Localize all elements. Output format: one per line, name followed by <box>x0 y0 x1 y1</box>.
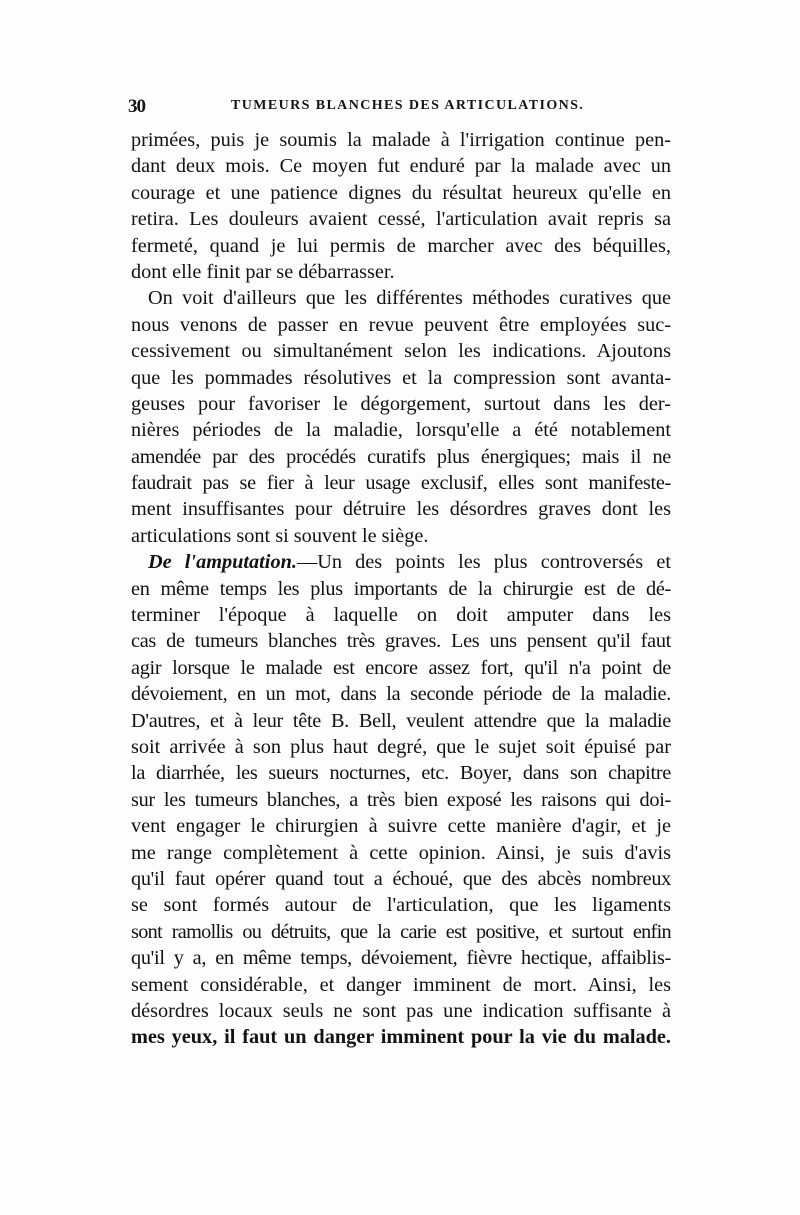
text-line: nous venons de passer en revue peuvent être employées suc- <box>131 313 671 336</box>
section-heading-line <box>131 549 671 575</box>
text-line: me range complètement à cette opinion. Ainsi, je suis d'avis <box>131 841 671 864</box>
text-line: agir lorsque le malade est encore assez fort, qu'il n'a point de <box>131 656 671 679</box>
text-line: amendée par des procédés curatifs plus énergiques; mais il ne <box>131 445 671 468</box>
text-line: retira. Les douleurs avaient cessé, l'articulation avait repris sa <box>131 208 671 231</box>
text-line: qu'il y a, en même temps, dévoiement, fièvre hectique, affaiblis- <box>131 947 671 970</box>
text-line: sement considérable, et danger imminent de mort. Ainsi, les <box>131 973 671 996</box>
text-line: articulations sont si souvent le siège. <box>131 524 429 547</box>
text-line: mes yeux, il faut un danger imminent pour la vie du malade. <box>131 1026 671 1049</box>
body-text <box>131 127 671 1051</box>
running-title: TUMEURS BLANCHES DES ARTICULATIONS. <box>231 98 585 113</box>
page-header <box>128 94 670 122</box>
text-line: On voit d'ailleurs que les différentes méthodes curatives que <box>148 287 671 310</box>
section-heading: De l'amputation. <box>148 551 297 574</box>
text-line: qu'il faut opérer quand tout a échoué, que des abcès nombreux <box>131 867 671 890</box>
text-line: en même temps les plus importants de la chirurgie est de dé- <box>131 577 671 600</box>
text-line: D'autres, et à leur tête B. Bell, veulent attendre que la maladie <box>131 709 671 732</box>
text-line: cessivement ou simultanément selon les indications. Ajoutons <box>131 340 671 363</box>
text-line: désordres locaux seuls ne sont pas une indication suffisante à <box>131 999 671 1022</box>
text-line: dévoiement, en un mot, dans la seconde période de la maladie. <box>131 683 671 706</box>
page-number: 30 <box>128 96 145 117</box>
text-line: se sont formés autour de l'articulation, que les ligaments <box>131 894 671 917</box>
text-line: sur les tumeurs blanches, a très bien exposé les raisons qui doi- <box>131 788 671 811</box>
text-line: que les pommades résolutives et la compression sont avanta- <box>131 366 671 389</box>
text-line: courage et une patience dignes du résultat heureux qu'elle en <box>131 181 671 204</box>
text-line: sont ramollis ou détruits, que la carie est positive, et surtout enfin <box>131 920 671 943</box>
text-line: fermeté, quand je lui permis de marcher avec des béquilles, <box>131 234 671 257</box>
text-line: faudrait pas se fier à leur usage exclusif, elles sont manifeste- <box>131 472 671 495</box>
text-line: ment insuffisantes pour détruire les désordres graves dont les <box>131 498 671 521</box>
text-line: cas de tumeurs blanches très graves. Les uns pensent qu'il faut <box>131 630 671 653</box>
text-line-rest: —Un des points les plus controversés et <box>296 551 671 574</box>
text-line: la diarrhée, les sueurs nocturnes, etc. Boyer, dans son chapitre <box>131 762 671 785</box>
text-line: dant deux mois. Ce moyen fut enduré par la malade avec un <box>131 155 671 178</box>
text-line: nières périodes de la maladie, lorsqu'elle a été notablement <box>131 419 671 442</box>
text-line: terminer l'époque à laquelle on doit amputer dans les <box>131 604 671 627</box>
text-line: dont elle finit par se débarrasser. <box>131 260 395 283</box>
text-line: soit arrivée à son plus haut degré, que le sujet soit épuisé par <box>131 735 671 758</box>
text-line: geuses pour favoriser le dégorgement, surtout dans les der- <box>131 392 671 415</box>
text-line: primées, puis je soumis la malade à l'irrigation continue pen- <box>131 129 671 151</box>
text-line: vent engager le chirurgien à suivre cette manière d'agir, et je <box>131 815 671 838</box>
